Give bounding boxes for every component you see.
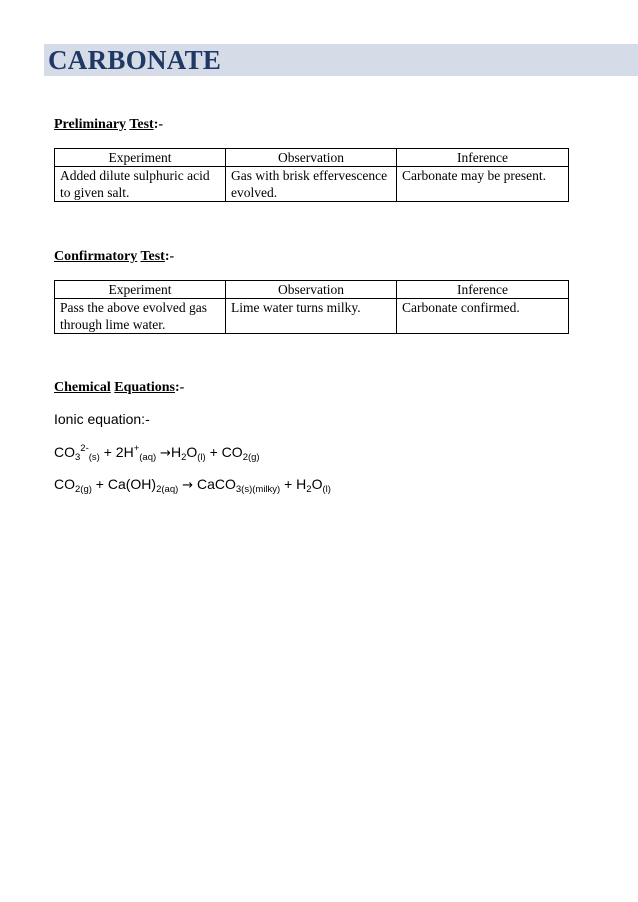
page-title: CARBONATE [48,45,222,75]
eq-subscript: 2 [306,484,312,495]
column-header-experiment: Experiment [55,149,226,167]
column-header-inference: Inference [397,281,569,299]
column-header-experiment: Experiment [55,281,226,299]
table-row [55,299,569,334]
title-bar [44,44,638,76]
inference-cell: Carbonate may be present. [397,167,569,202]
lime-water-equation [54,476,331,493]
eq-state: (l) [197,452,206,463]
heading-word: Test [140,249,165,264]
eq-term: O [186,444,198,460]
heading-word: Test [129,117,154,132]
eq-term: H [170,444,182,460]
heading-suffix: :- [174,380,185,395]
eq-term: CO [54,444,75,460]
eq-subscript: 2(aq) [156,484,179,495]
column-header-observation: Observation [226,149,397,167]
preliminary-test-table [54,148,569,202]
eq-subscript: 2(g) [75,484,92,495]
eq-term: O [311,476,323,492]
eq-superscript: + [133,443,140,454]
eq-subscript: 3 [75,452,81,463]
arrow-icon: → [160,446,171,461]
heading-word: Chemical [54,380,111,395]
experiment-cell: Pass the above evolved gas through lime water. [55,299,226,334]
experiment-cell: Added dilute sulphuric acid to given salt. [55,167,226,202]
confirmatory-test-heading [54,249,174,265]
chemical-equations-heading [54,380,184,396]
eq-subscript: 3(s)(milky) [235,484,281,495]
column-header-inference: Inference [397,149,569,167]
ionic-equation-label: Ionic equation:- [54,411,150,427]
table-row [55,167,569,202]
heading-word: Confirmatory [54,249,138,264]
eq-superscript: 2- [80,443,89,454]
eq-term: + CO [205,444,243,460]
inference-cell: Carbonate confirmed. [397,299,569,334]
eq-term: + Ca(OH) [91,476,157,492]
table-header-row [55,149,569,167]
heading-word: Equations [114,380,175,395]
eq-state: (aq) [139,452,157,463]
eq-state: (s) [88,452,100,463]
ionic-equation [54,444,260,461]
eq-term: CaCO [193,476,236,492]
observation-cell: Gas with brisk effervescence evolved. [226,167,397,202]
eq-state: (l) [322,484,331,495]
eq-term: + 2H [99,444,134,460]
eq-subscript: 2(g) [242,452,260,463]
heading-suffix: :- [153,117,164,132]
eq-term: CO [54,476,75,492]
column-header-observation: Observation [226,281,397,299]
observation-cell: Lime water turns milky. [226,299,397,334]
heading-word: Preliminary [54,117,127,132]
arrow-icon: → [182,478,194,493]
table-header-row [55,281,569,299]
eq-term: + H [280,476,307,492]
heading-suffix: :- [164,249,175,264]
confirmatory-test-table [54,280,569,334]
eq-subscript: 2 [181,452,187,463]
preliminary-test-heading [54,117,163,133]
